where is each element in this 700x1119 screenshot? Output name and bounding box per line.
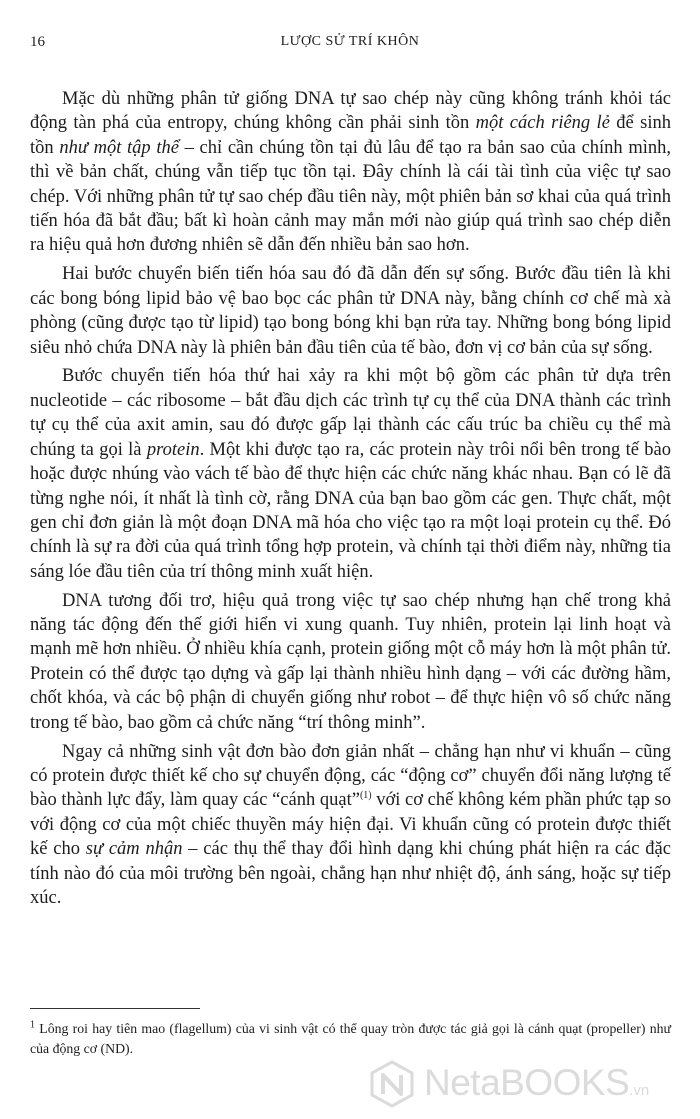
watermark-brand xyxy=(424,1062,649,1104)
paragraph-5-italic: sự cảm nhận xyxy=(85,839,183,860)
page-header xyxy=(0,34,700,58)
paragraph-3-text-b: . Một khi được tạo ra, các protein này trôi nổi bên trong tế bào hoặc được nhúng vào vách tế bào để thực hiện các chức năng khác nhau. Bạn có lẽ đã từng nghe nói, ít nhất là tình cờ, rằng DNA của bạn bao gồm các gen. Thực chất, một gen chỉ đơn giản là một đoạn DNA mã hóa cho việc tạo ra một loại protein cụ thể. Đó chính là sự ra đời của quá trình tổng hợp protein, và chính tại thời điểm này, những tia sáng lóe đầu tiên của trí thông minh xuất hiện. xyxy=(30,439,671,582)
paragraph-1-text-b: để sinh tồn xyxy=(30,113,671,158)
paragraph-1 xyxy=(30,87,671,258)
footnote-number: 1 xyxy=(30,1019,35,1031)
paragraph-1-text-c: – chỉ cần chúng tồn tại đủ lâu để tạo ra bản sao của chính mình, thì về bản chất, chúng vẫn tiếp tục tồn tại. Đây chính là cái tài tình của việc tự sao chép. Với những phân tử tự sao chép đầu tiên này, một phiên bản sơ khai của quá trình tiến hóa đã bắt đầu; bất kì hoàn cảnh may mắn mới nào giúp quá trình sao chép diễn ra hiệu quả hơn đương nhiên sẽ dẫn đến nhiều bản sao hơn. xyxy=(30,137,672,256)
paragraph-1-italic-b: như một tập thể xyxy=(59,137,179,158)
paragraph-2: Hai bước chuyển biến tiến hóa sau đó đã dẫn đến sự sống. Bước đầu tiên là khi các bong bóng lipid bảo vệ bao bọc các phân tử DNA này, bằng chính cơ chế mà xà phòng (cũng được tạo từ lipid) tạo bong bóng khi bạn rửa tay. Những bong bóng lipid siêu nhỏ chứa DNA này là phiên bản đầu tiên của tế bào, đơn vị cơ bản của sự sống. xyxy=(30,264,671,358)
paragraph-3 xyxy=(30,364,671,584)
watermark-suffix: .vn xyxy=(629,1082,650,1099)
footnote-reference[interactable]: (1) xyxy=(359,790,372,802)
paragraph-5 xyxy=(30,740,671,911)
running-title: LƯỢC SỬ TRÍ KHÔN xyxy=(280,34,420,49)
paragraph-5-text-c: – các thụ thể thay đổi hình dạng khi chúng phát hiện ra các đặc tính nào đó của môi trường bên ngoài, chẳng hạn như nhiệt độ, ánh sáng, hoặc sự tiếp xúc. xyxy=(30,839,671,908)
body-text xyxy=(30,87,671,910)
watermark xyxy=(368,1058,693,1110)
paragraph-1-text-a: Mặc dù những phân tử giống DNA tự sao chép này cũng không tránh khỏi tác động tàn phá của entropy, chúng không cần phải sinh tồn xyxy=(30,89,671,134)
netabooks-logo-icon xyxy=(368,1060,416,1108)
footnote-divider xyxy=(30,1008,200,1009)
page-number: 16 xyxy=(30,34,45,50)
paragraph-3-italic: protein xyxy=(146,439,200,460)
paragraph-4: DNA tương đối trơ, hiệu quả trong việc tự sao chép nhưng hạn chế trong khả năng tác động đến thế giới hiển vi xung quanh. Tuy nhiên, protein lại linh hoạt và mạnh mẽ hơn nhiều. Ở nhiều khía cạnh, protein giống một cỗ máy hơn là một phân tử. Protein có thể được tạo dựng và gấp lại thành nhiều hình dạng – với các đường hầm, chốt khóa, và các bộ phận di chuyển giống như robot – để thực hiện vô số chức năng trong tế bào, bao gồm cả chức năng “trí thông minh”. xyxy=(30,590,671,733)
watermark-brand-text: NetaBOOKS xyxy=(424,1062,630,1103)
paragraph-5-text-b: với cơ chế không kém phần phức tạp so với động cơ của một chiếc thuyền máy hiện đại. Vi khuẩn cũng có protein được thiết kế cho xyxy=(30,790,671,860)
paragraph-5-text-a: Ngay cả những sinh vật đơn bào đơn giản nhất – chẳng hạn như vi khuẩn – cũng có protein được thiết kế cho sự chuyển động, các “động cơ” chuyển đổi năng lượng tế bào thành lực đẩy, làm quay các “cánh quạt” xyxy=(30,741,671,811)
footnote xyxy=(30,1019,671,1059)
footnote-text: Lông roi hay tiên mao (flagellum) của vi sinh vật có thể quay tròn được tác giả gọi là cánh quạt (propeller) như của động cơ (ND). xyxy=(30,1021,671,1056)
paragraph-3-text-a: Bước chuyển tiến hóa thứ hai xảy ra khi một bộ gồm các phân tử dựa trên nucleotide – các ribosome – bắt đầu dịch các trình tự cụ thể của DNA thành các trình tự cụ thể của axit amin, sau đó được gấp lại thành các cấu trúc ba chiều cụ thể mà chúng ta gọi là xyxy=(30,366,671,460)
paragraph-1-italic-a: một cách riêng lẻ xyxy=(475,113,610,134)
